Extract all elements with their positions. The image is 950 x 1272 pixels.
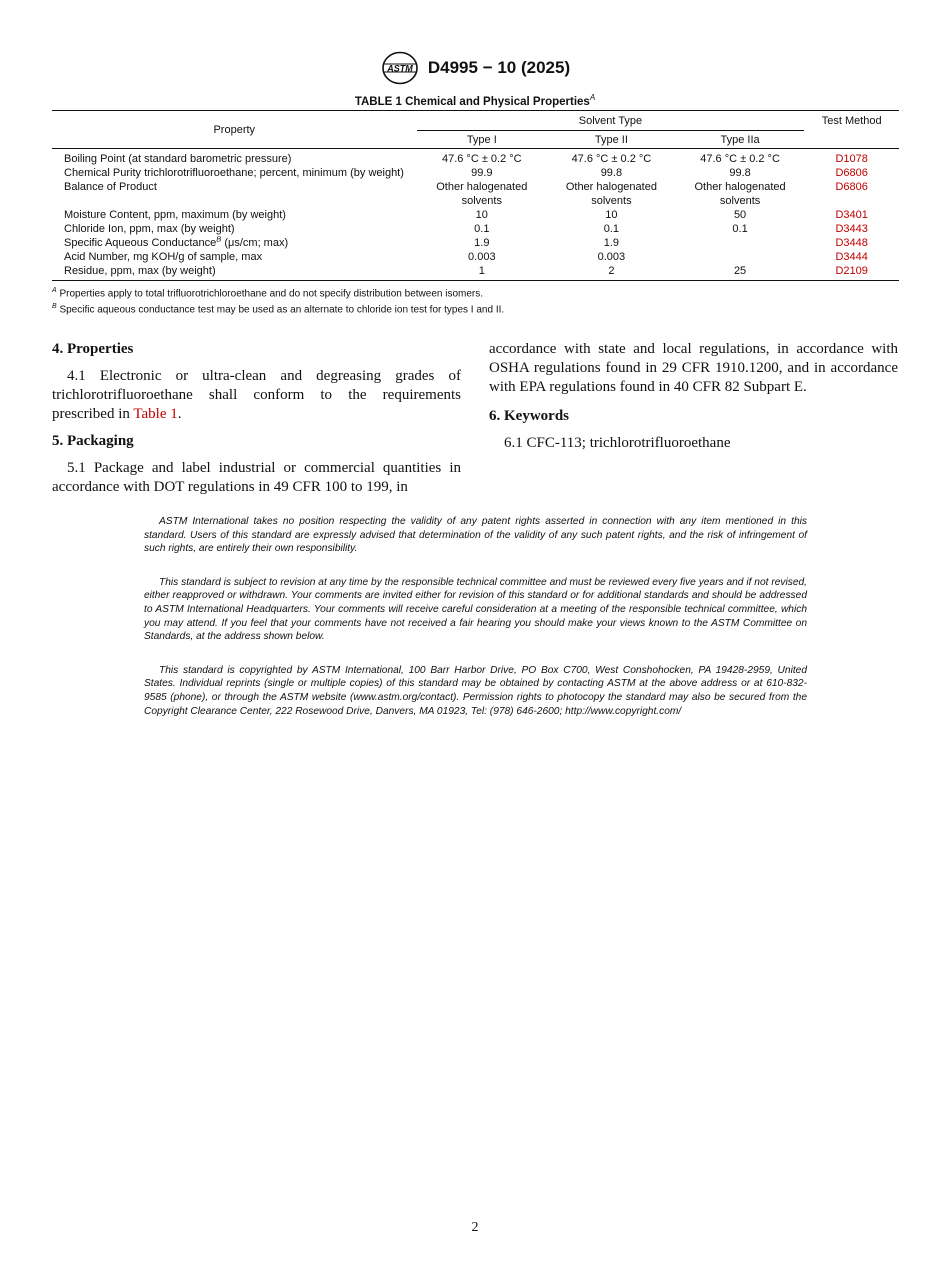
section-heading-properties: 4. Properties	[52, 341, 134, 357]
test-method-link[interactable]: D6806	[835, 167, 868, 179]
cell-type-2a: 99.8	[729, 167, 751, 179]
table-title: TABLE 1 Chemical and Physical Properties$^A$	[354, 93, 596, 108]
cell-property: Balance of Product	[64, 181, 157, 193]
document-id: D4995 − 10 (2025)	[427, 58, 571, 77]
cell-type-2: 0.1	[603, 223, 620, 235]
footnote-a: $^A$ Properties apply to total trifluorotrichloroethane and do not specify distribution between isomers.	[52, 287, 484, 300]
footnote-mark-b: B	[216, 234, 222, 244]
cell-type-1: Other halogenated solvents	[436, 181, 528, 207]
cell-property: Moisture Content, ppm, maximum (by weight)	[64, 209, 286, 221]
cell-type-1: 1.9	[474, 237, 490, 249]
cell-type-2: 2	[608, 265, 615, 277]
notice-revision: This standard is subject to revision at any time by the responsible technical committee and must be reviewed every five years and if not revised, either reapproved or withdrawn. Your comments are invited either for revision of this standard or for additional standards and should be addressed to ASTM International Headquarters. Your comments will receive careful consideration at a meeting of the responsible technical committee, which you may attend. If you feel that your comments have not received a fair hearing you should make your views known to the ASTM Committee on Standards, at the address shown below.	[144, 576, 807, 643]
cell-type-2: Other halogenated solvents	[565, 181, 657, 207]
cell-type-2a: 50	[733, 209, 747, 221]
table-row	[52, 208, 899, 222]
header-type-1: Type I	[417, 131, 548, 149]
cell-property: Acid Number, mg KOH/g of sample, max	[64, 251, 263, 263]
cell-property: Boiling Point (at standard barometric pressure)	[64, 153, 292, 165]
body-column-left	[52, 340, 461, 497]
cell-type-2a: 0.1	[732, 223, 748, 235]
cell-test-method	[804, 264, 899, 281]
table-row	[52, 264, 899, 281]
test-method-link[interactable]: D2109	[835, 265, 868, 277]
cell-test-method	[804, 236, 899, 250]
cell-type-1: 99.9	[471, 167, 493, 179]
footnote-b: $^B$ Specific aqueous conductance test may be used as an alternate to chloride ion test for types I and II.	[52, 303, 505, 316]
cell-type-2: 1.9	[603, 237, 620, 249]
svg-text:ASTM: ASTM	[387, 63, 413, 74]
test-method-link[interactable]: D3448	[835, 237, 868, 249]
cell-type-1: 1	[478, 265, 485, 277]
header-type-2a: Type IIa	[676, 131, 805, 149]
cell-property: Residue, ppm, max (by weight)	[64, 265, 216, 277]
cell-type-2a	[676, 236, 805, 250]
header-property: Property	[52, 111, 417, 149]
cell-test-method	[804, 166, 899, 180]
test-method-link[interactable]: D1078	[835, 153, 868, 165]
paragraph-5-1: 5.1 Package and label industrial or commercial quantities in accordance with DOT regulations in 49 CFR 100 to 199, in	[52, 460, 461, 495]
cell-type-2: 47.6 °C ± 0.2 °C	[571, 153, 652, 165]
body-column-right	[489, 340, 898, 453]
cell-property: Chemical Purity trichlorotrifluoroethane; percent, minimum (by weight)	[64, 167, 404, 179]
page-header	[0, 50, 950, 86]
astm-logo-icon	[380, 51, 420, 85]
cell-property: Specific Aqueous Conductance$^B$ (μs/cm; max)	[64, 234, 289, 249]
paragraph-5-1-continued: accordance with state and local regulations, in accordance with OSHA regulations found in 29 CFR 1910.1200, and in accordance with EPA regulations found in 40 CFR 82 Subpart E.	[489, 341, 898, 395]
header-type-2: Type II	[547, 131, 676, 149]
section-heading-packaging: 5. Packaging	[52, 433, 134, 449]
table-row	[52, 180, 899, 208]
cell-test-method	[804, 250, 899, 264]
table-row	[52, 250, 899, 264]
cell-type-1: 0.1	[474, 223, 490, 235]
table-title-footnote-mark: A	[589, 93, 596, 102]
table-row	[52, 166, 899, 180]
cell-type-2a: 25	[733, 265, 747, 277]
table-row	[52, 149, 899, 167]
cell-type-1: 0.003	[468, 251, 496, 263]
table-row	[52, 222, 899, 236]
table-footnotes	[52, 284, 898, 317]
paragraph-4-1: 4.1 Electronic or ultra-clean and degreasing grades of trichlorotrifluoroethane shall conform to the requirements prescribed in Table 1.	[52, 368, 461, 422]
astm-notices	[144, 515, 807, 738]
notice-patent: ASTM International takes no position respecting the validity of any patent rights asserted in connection with any item mentioned in this standard. Users of this standard are expressly advised that determination of the validity of any such patent rights, and the risk of infringement of such rights, are entirely their own responsibility.	[144, 516, 807, 555]
notice-copyright: This standard is copyrighted by ASTM International, 100 Barr Harbor Drive, PO Box C700, West Conshohocken, PA 19428-2959, United States. Individual reprints (single or multiple copies) of this standard may be obtained by contacting ASTM at the above address or at 610-832-9585 (phone), or through the ASTM website (www.astm.org/contact). Permission rights to photocopy the standard may also be secured from the Copyright Clearance Center, 222 Rosewood Drive, Danvers, MA 01923, Tel: (978) 646-2600; http://www.copyright.com/	[144, 664, 807, 717]
section-heading-keywords: 6. Keywords	[489, 408, 569, 424]
cell-test-method	[804, 208, 899, 222]
cell-type-1: 47.6 °C ± 0.2 °C	[441, 153, 522, 165]
header-test-method: Test Method	[804, 111, 899, 149]
cell-type-2a: 47.6 °C ± 0.2 °C	[700, 153, 780, 165]
cell-test-method	[804, 149, 899, 167]
cell-type-2a: Other halogenated solvents	[694, 181, 786, 207]
cell-test-method	[804, 180, 899, 208]
page-number: 2	[471, 1220, 479, 1235]
cell-test-method	[804, 222, 899, 236]
header-solvent-type: Solvent Type	[417, 111, 805, 131]
test-method-link[interactable]: D3444	[835, 251, 868, 263]
cell-property: Chloride Ion, ppm, max (by weight)	[64, 223, 235, 235]
cell-type-2: 10	[605, 209, 618, 221]
test-method-link[interactable]: D3443	[835, 223, 868, 235]
table-row	[52, 236, 899, 250]
test-method-link[interactable]: D3401	[835, 209, 868, 221]
table-1-link[interactable]: Table 1	[133, 406, 178, 422]
paragraph-6-1: 6.1 CFC-113; trichlorotrifluoroethane	[504, 435, 731, 451]
cell-type-2: 0.003	[597, 251, 626, 263]
test-method-link[interactable]: D6806	[835, 181, 868, 193]
cell-type-1: 10	[475, 209, 488, 221]
cell-type-2a	[676, 250, 805, 264]
cell-type-2: 99.8	[600, 167, 623, 179]
properties-table	[52, 110, 899, 281]
